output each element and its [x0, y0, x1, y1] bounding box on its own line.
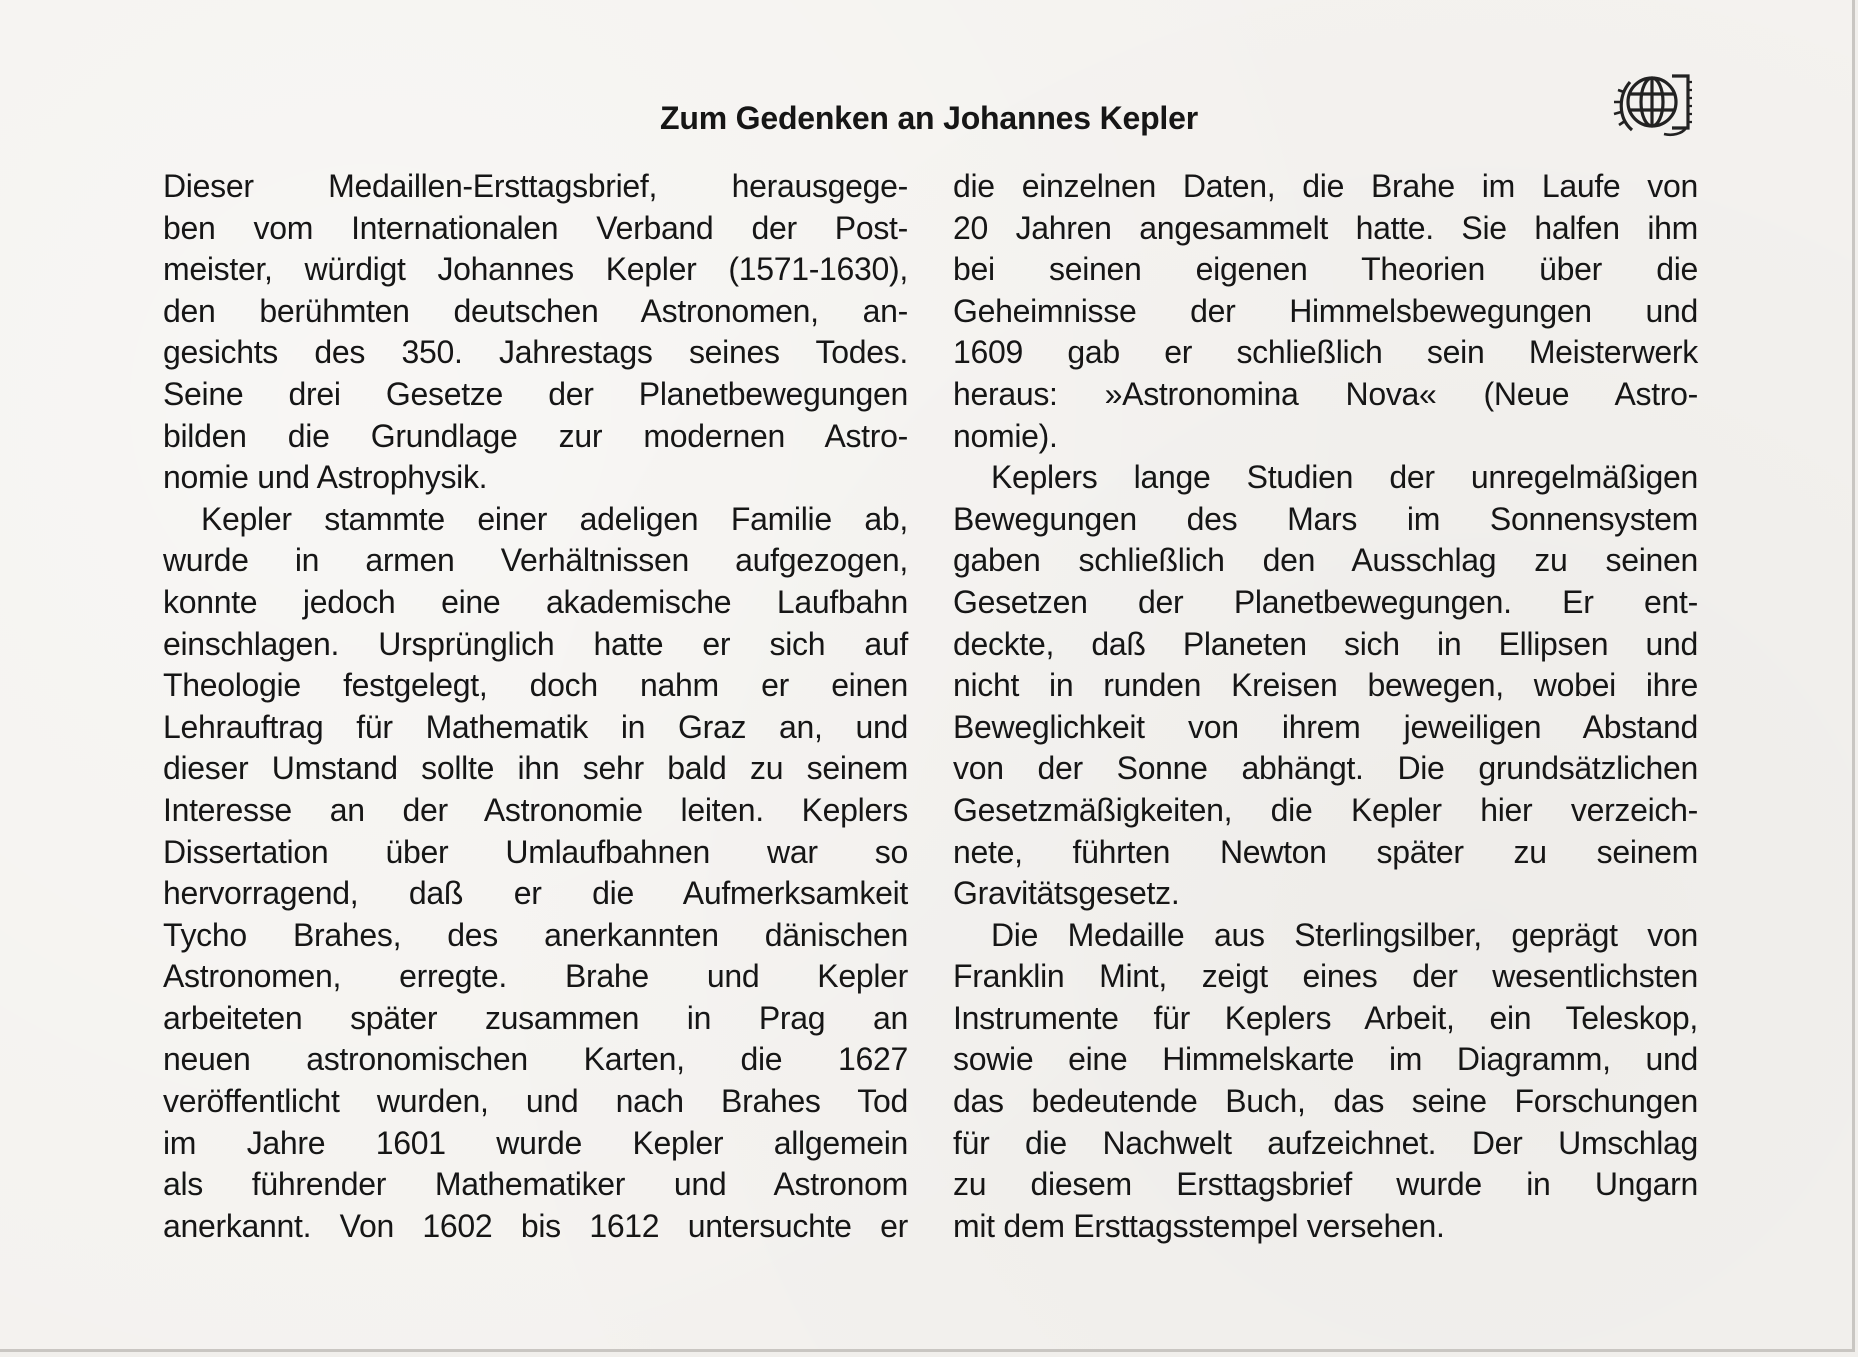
text-line: Gesetzmäßigkeiten, die Kepler hier verzeich- [953, 791, 1698, 828]
text-line: nete, führten Newton später zu seinem [953, 833, 1698, 870]
text-line: wurde in armen Verhältnissen aufgezogen, [163, 542, 908, 579]
text-line: den berühmten deutschen Astronomen, an- [163, 292, 908, 329]
text-line: das bedeutende Buch, das seine Forschungen [953, 1083, 1698, 1120]
text-line: Dissertation über Umlaufbahnen war so [163, 833, 908, 870]
text-line: meister, würdigt Johannes Kepler (1571-1630), [163, 251, 908, 288]
text-line: von der Sonne abhängt. Die grundsätzlichen [953, 750, 1698, 787]
text-line: Lehrauftrag für Mathematik in Graz an, und [163, 708, 908, 745]
left-text-column [163, 166, 908, 1247]
text-line: dieser Umstand sollte ihn sehr bald zu seinem [163, 750, 908, 787]
text-line: nomie und Astrophysik. [163, 459, 488, 496]
text-line: Tycho Brahes, des anerkannten dänischen [163, 916, 908, 953]
text-line: die einzelnen Daten, die Brahe im Laufe von [953, 168, 1698, 204]
text-line: gaben schließlich den Ausschlag zu seinen [953, 542, 1698, 579]
text-line: Die Medaille aus Sterlingsilber, geprägt von [991, 916, 1698, 953]
text-line: zu diesem Ersttagsbrief wurde in Ungarn [953, 1166, 1698, 1203]
text-line: 1609 gab er schließlich sein Meisterwerk [953, 334, 1698, 371]
text-line: konnte jedoch eine akademische Laufbahn [163, 583, 908, 620]
text-line: bilden die Grundlage zur modernen Astro- [163, 417, 908, 454]
text-line: anerkannt. Von 1602 bis 1612 untersuchte er [163, 1207, 908, 1244]
text-line: als führender Mathematiker und Astronom [163, 1166, 908, 1203]
text-line: Interesse an der Astronomie leiten. Keplers [163, 791, 908, 828]
text-line: Franklin Mint, zeigt eines der wesentlichsten [953, 958, 1698, 995]
right-text-column [953, 166, 1698, 1247]
text-line: für die Nachwelt aufzeichnet. Der Umschlag [953, 1124, 1698, 1161]
text-line: Seine drei Gesetze der Planetbewegungen [163, 375, 908, 412]
text-line: veröffentlicht wurden, und nach Brahes Tod [163, 1083, 908, 1120]
text-line: heraus: »Astronomina Nova« (Neue Astro- [953, 375, 1698, 412]
text-line: hervorragend, daß er die Aufmerksamkeit [163, 875, 908, 912]
text-line: Kepler stammte einer adeligen Familie ab, [201, 500, 908, 537]
text-line: bei seinen eigenen Theorien über die [953, 251, 1698, 288]
text-line: Theologie festgelegt, doch nahm er einen [163, 667, 908, 704]
text-line: nicht in runden Kreisen bewegen, wobei ihre [953, 667, 1698, 704]
text-line: ben vom Internationalen Verband der Post- [163, 209, 908, 246]
text-line: Dieser Medaillen-Ersttagsbrief, herausgege- [163, 168, 908, 204]
text-line: im Jahre 1601 wurde Kepler allgemein [163, 1124, 908, 1161]
text-line: deckte, daß Planeten sich in Ellipsen und [953, 625, 1698, 662]
text-line: Gesetzen der Planetbewegungen. Er ent- [953, 583, 1698, 620]
text-line: gesichts des 350. Jahrestags seines Todes. [163, 334, 908, 371]
text-line: Bewegungen des Mars im Sonnensystem [953, 500, 1698, 537]
text-line: Geheimnisse der Himmelsbewegungen und [953, 292, 1698, 329]
text-line: mit dem Ersttagsstempel versehen. [953, 1207, 1445, 1244]
text-line: Keplers lange Studien der unregelmäßigen [991, 459, 1698, 496]
text-line: einschlagen. Ursprünglich hatte er sich auf [163, 625, 908, 662]
text-line: Instrumente für Keplers Arbeit, ein Teleskop, [953, 999, 1698, 1036]
text-line: Gravitätsgesetz. [953, 875, 1180, 912]
text-line: 20 Jahren angesammelt hatte. Sie halfen ihm [953, 209, 1698, 246]
text-line: arbeiteten später zusammen in Prag an [163, 999, 908, 1036]
text-line: sowie eine Himmelskarte im Diagramm, und [953, 1041, 1698, 1078]
page-title: Zum Gedenken an Johannes Kepler [660, 100, 1198, 136]
text-line: Astronomen, erregte. Brahe und Kepler [163, 958, 908, 995]
text-line: Beweglichkeit von ihrem jeweiligen Abstand [953, 708, 1698, 745]
text-line: neuen astronomischen Karten, die 1627 [163, 1041, 908, 1078]
text-line: nomie). [953, 417, 1058, 454]
